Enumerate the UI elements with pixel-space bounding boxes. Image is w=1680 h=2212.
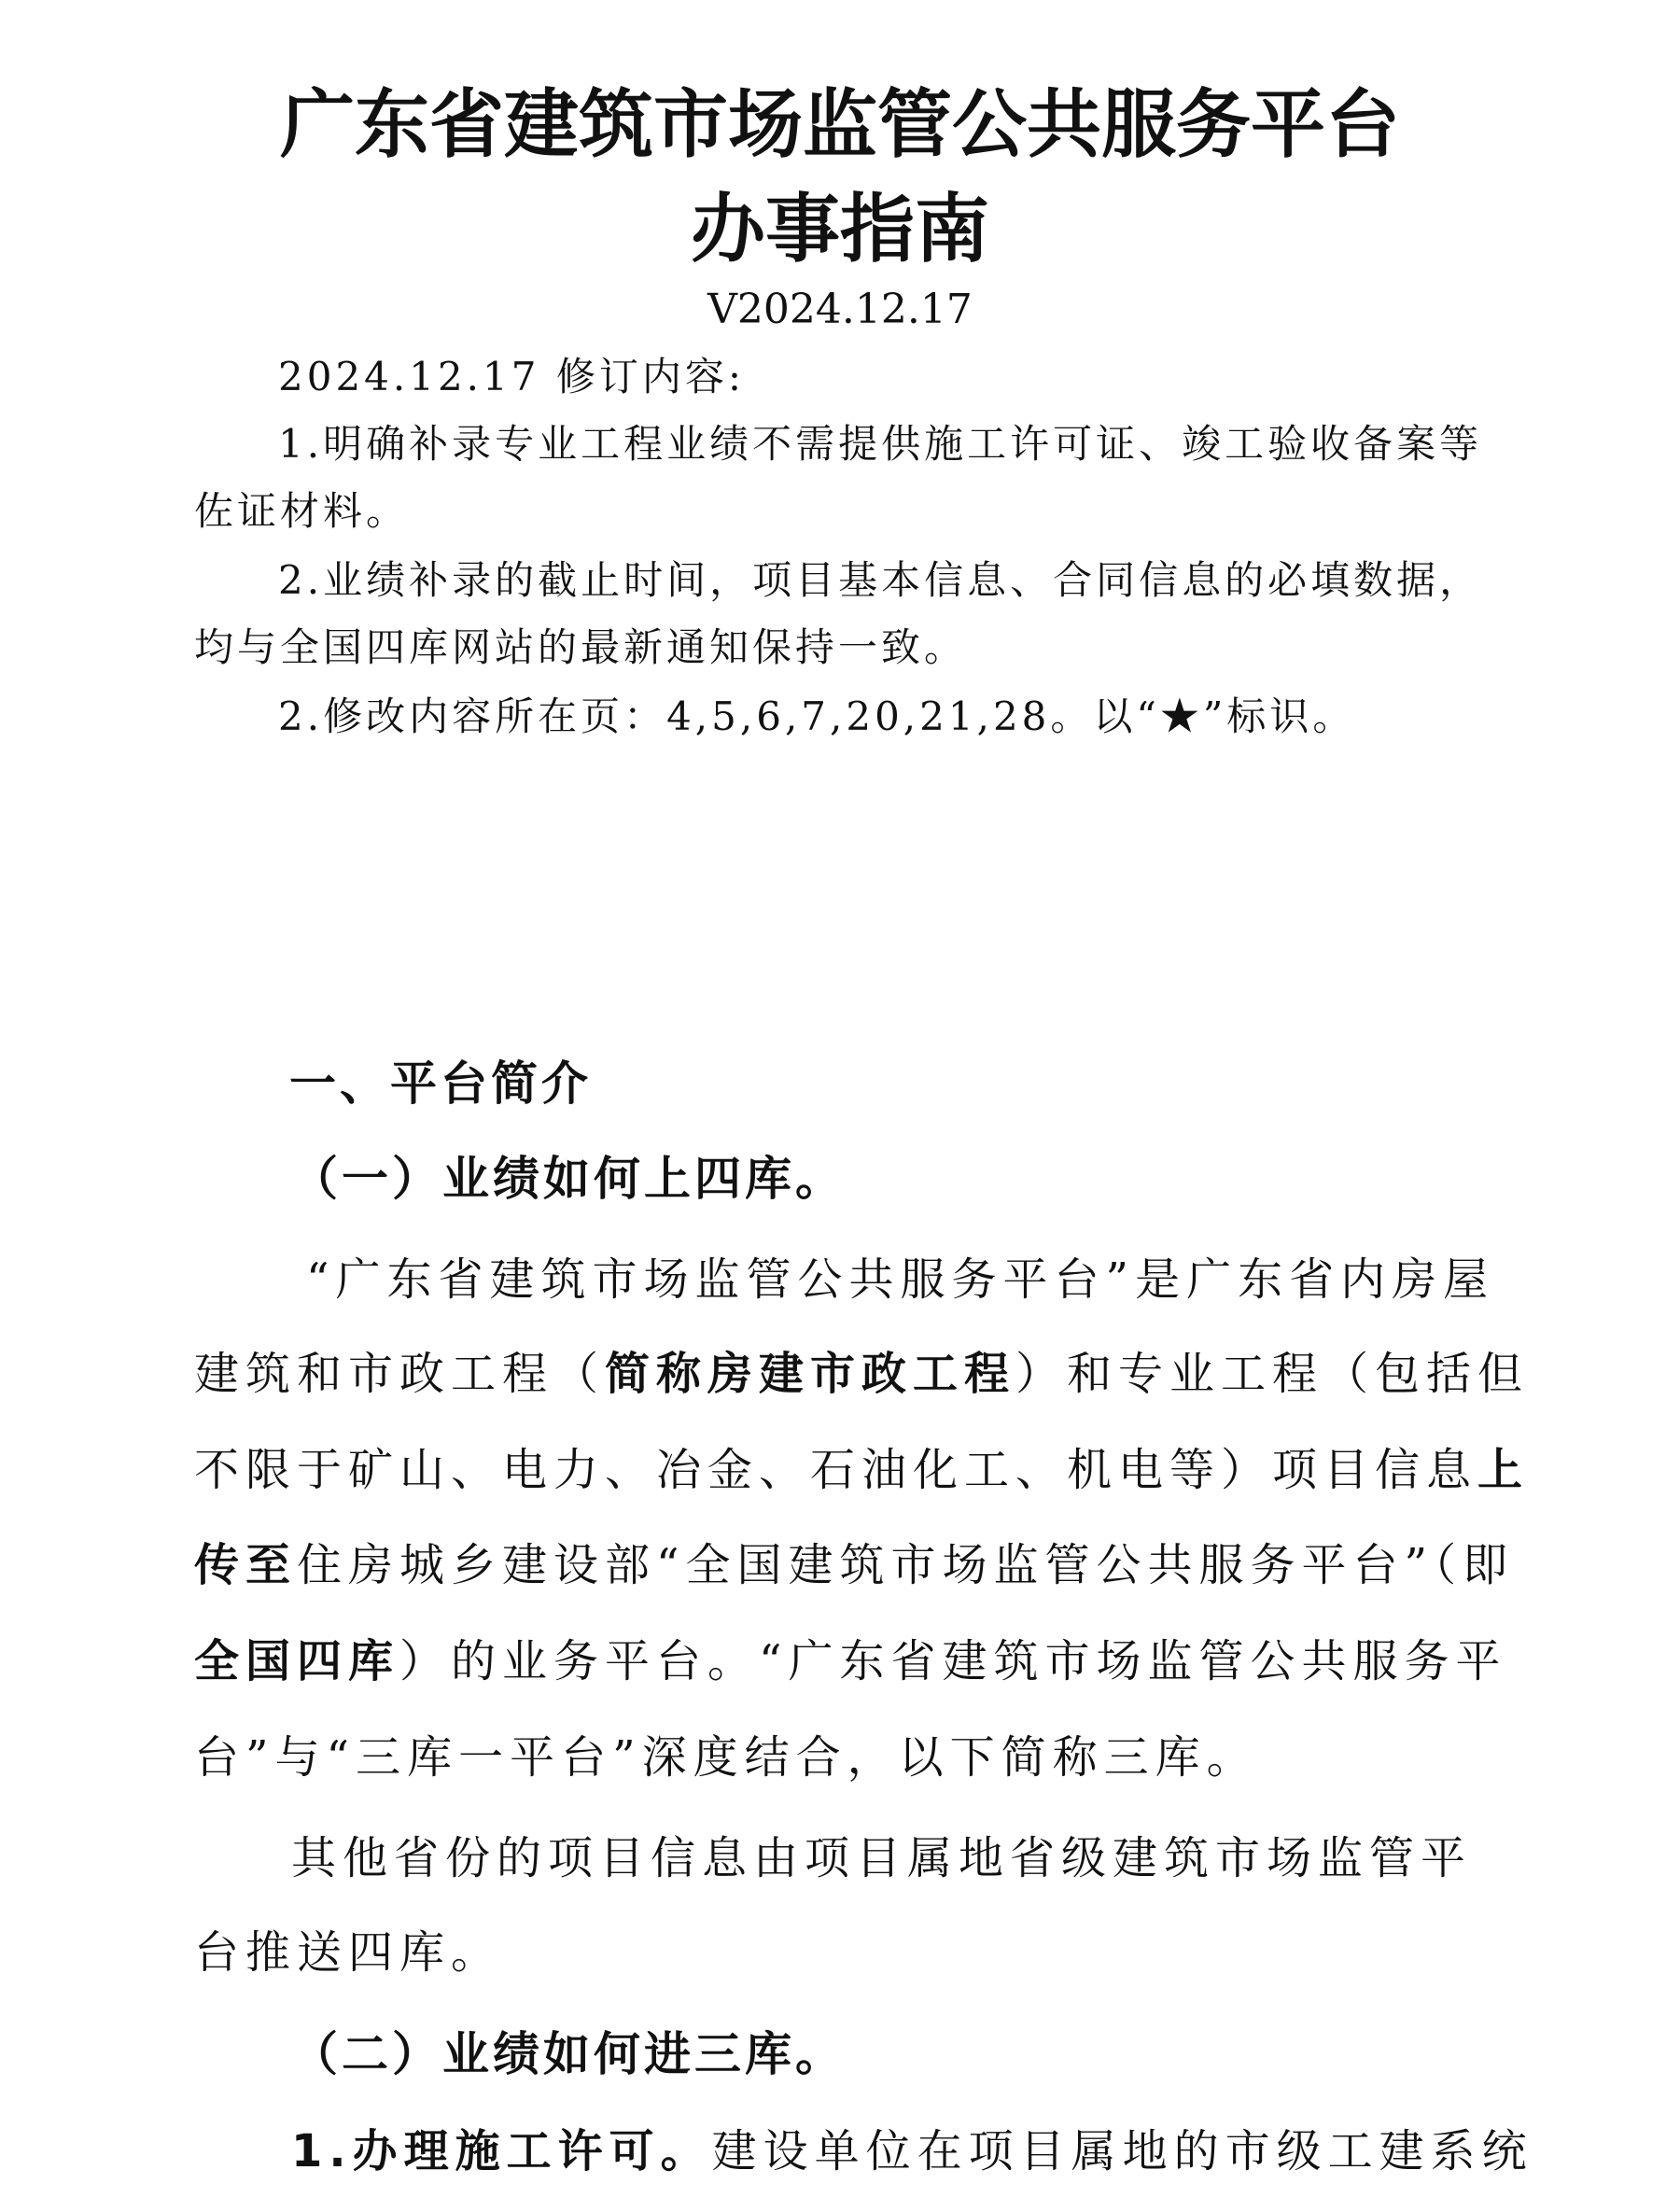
document-title-line1: 广东省建筑市场监管公共服务平台 xyxy=(280,80,1400,168)
para1-line2: 建筑和市政工程（简称房建市政工程）和专业工程（包括但 xyxy=(194,1348,1530,1400)
section1-heading: 一、平台简介 xyxy=(289,1057,592,1111)
revision-item1-line1: 1.明确补录专业工程业绩不需提供施工许可证、竣工验收备案等 xyxy=(278,421,1483,467)
para1-line4: 传至住房城乡建设部“全国建筑市场监管公共服务平台”（即 xyxy=(194,1539,1515,1591)
sub2-item1: 1.办理施工许可。建设单位在项目属地的市级工建系统 xyxy=(291,2125,1533,2177)
para1-line5-bold: 全国四库 xyxy=(194,1635,400,1687)
document-version: V2024.12.17 xyxy=(707,286,973,333)
para2-line1: 其他省份的项目信息由项目属地省级建筑市场监管平 xyxy=(291,1832,1473,1884)
para1-line4-bold: 传至 xyxy=(194,1539,298,1591)
para1-line3-bold: 上 xyxy=(1477,1444,1530,1496)
sub2-item1-bold: 1.办理施工许可。 xyxy=(291,2125,712,2177)
revision-item3: 2.修改内容所在页：4,5,6,7,20,21,28。以“★”标识。 xyxy=(278,693,1356,739)
section1-sub1-heading: （一）业绩如何上四库。 xyxy=(291,1152,846,1206)
revision-item2-line2: 均与全国四库网站的最新通知保持一致。 xyxy=(194,624,968,670)
document-title-line2: 办事指南 xyxy=(691,185,989,273)
para1-line6: 台”与“三库一平台”深度结合，以下简称三库。 xyxy=(194,1731,1258,1784)
revision-item1-line2: 佐证材料。 xyxy=(194,488,410,534)
para1-line1: “广东省建筑市场监管公共服务平台”是广东省内房屋 xyxy=(306,1253,1495,1306)
para1-line2-bold: 简称房建市政工程 xyxy=(605,1348,1016,1400)
revision-heading: 2024.12.17 修订内容: xyxy=(278,354,745,399)
para1-line3: 不限于矿山、电力、冶金、石油化工、机电等）项目信息上 xyxy=(194,1444,1530,1496)
para2-line2: 台推送四库。 xyxy=(194,1926,503,1979)
revision-item2-line1: 2.业绩补录的截止时间，项目基本信息、合同信息的必填数据， xyxy=(278,557,1483,603)
para1-line5: 全国四库）的业务平台。“广东省建筑市场监管公共服务平 xyxy=(194,1635,1507,1687)
section1-sub2-heading: （二）业绩如何进三库。 xyxy=(291,2027,846,2081)
